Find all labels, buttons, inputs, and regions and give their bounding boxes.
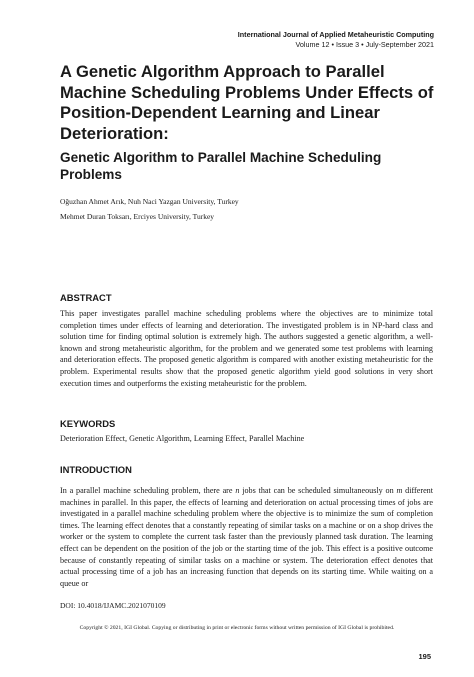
variable-n: n xyxy=(235,486,240,495)
author-affiliation: Mehmet Duran Toksarı, Erciyes University, Turkey xyxy=(60,212,215,221)
introduction-text xyxy=(60,485,433,589)
journal-name: International Journal of Applied Metaheuristic Computing xyxy=(237,30,434,39)
introduction-heading: INTRODUCTION xyxy=(60,464,132,475)
volume-issue: Volume 12 • Issue 3 • July-September 2021 xyxy=(295,40,434,49)
variable-m: m xyxy=(396,486,403,495)
page-number: 195 xyxy=(418,652,431,661)
paper-subtitle: Genetic Algorithm to Parallel Machine Scheduling Problems xyxy=(60,150,382,182)
abstract-heading: ABSTRACT xyxy=(60,292,112,303)
paper-title: A Genetic Algorithm Approach to Parallel Machine Scheduling Problems Under Effects of Position-Dependent Learning and Linear Deterioration: xyxy=(60,62,434,143)
keywords-text: Deterioration Effect, Genetic Algorithm, Learning Effect, Parallel Machine xyxy=(60,434,305,443)
author-list xyxy=(60,194,440,224)
abstract-text: This paper investigates parallel machine scheduling problems where the objectives are to minimize total completion times under effects of learning and deterioration. The investigated problem is in NP-hard class and solution time for finding optimal solution is extremely high. The authors suggested a genetic algorithm, a well-known and strong metaheuristic algorithm, for the problem and we generated some test problems with learning and deterioration effects. The proposed genetic algorithm is compared with another existing metaheuristic for the problem. Experimental results show that the proposed genetic algorithm yield good solutions in very short execution times and outperforms the existing metaheuristic for the problem. xyxy=(60,309,433,388)
copyright-notice: Copyright © 2021, IGI Global. Copying or distributing in print or electronic forms without written permission of IGI Global is prohibited. xyxy=(79,625,395,631)
author-affiliation: Oğuzhan Ahmet Arık, Nuh Naci Yazgan University, Turkey xyxy=(60,197,239,206)
doi: DOI: 10.4018/IJAMC.2021070109 xyxy=(60,601,166,610)
intro-text-rest: different machines in parallel. In this paper, the effects of learning and deterioration on actual processing times of jobs are investigated in a parallel machine scheduling problem where the objective is to minimize the sum of completion times. The learning effect denotes that a constantly repeating of similar tasks on a machine or on a shop drives the worker or the system to complete the current task faster than the previously planned task duration. The learning effect can be dependent on the position of the job or the starting time of the job. This effect is a positive outcome because of constantly repeating of similar tasks on a machine or system. The deterioration effect denotes that actual processing time of a job has an increasing function that depends on its starting time. While waiting on a queue or xyxy=(60,486,434,588)
intro-text-start: In a parallel machine scheduling problem, there are xyxy=(60,486,236,495)
keywords-heading: KEYWORDS xyxy=(60,418,116,429)
intro-text-mid: jobs that can be scheduled simultaneously on xyxy=(239,486,397,495)
journal-header xyxy=(238,30,434,50)
